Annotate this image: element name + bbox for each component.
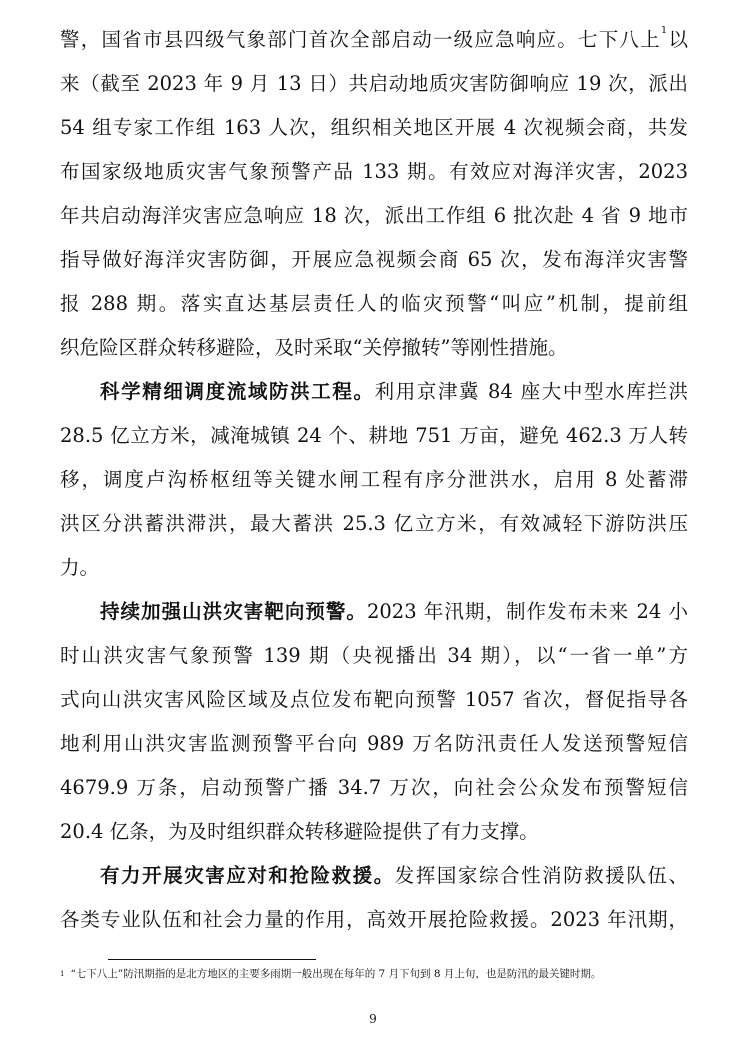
body-line: 各类专业队伍和社会力量的作用，高效开展抢险救援。2023 年汛期， (60, 908, 688, 931)
body-line: 警，国省市县四级气象部门首次全部启动一级应急响应。七下八上$^1$以 (60, 26, 688, 51)
body-line: 移，调度卢沟桥枢纽等关键水闸工程有序分泄洪水，启用 8 处蓄滞 (60, 468, 688, 491)
body-line: 28.5 亿立方米，减淹城镇 24 个、耕地 751 万亩，避免 462.3 万人转 (60, 424, 688, 447)
body-line: 来（截至 2023 年 9 月 13 日）共启动地质灾害防御响应 19 次，派出 (60, 72, 688, 95)
paragraph-first-line: 科学精细调度流域防洪工程。利用京津冀 84 座大中型水库拦洪 (100, 380, 688, 403)
body-line: 洪区分洪蓄洪滞洪，最大蓄洪 25.3 亿立方米，有效减轻下游防洪压 (60, 512, 688, 535)
body-line: 力。 (60, 556, 100, 579)
body-line: 指导做好海洋灾害防御，开展应急视频会商 65 次，发布海洋灾害警 (60, 248, 688, 271)
footnote-text: “七下八上”防汛期指的是北方地区的主要多雨期一般出现在每年的 7 月下旬到 8 月上旬，也是防汛的最关键时期。 (70, 968, 602, 980)
page-number: 9 (369, 1012, 377, 1026)
body-line: 20.4 亿条，为及时组织群众转移避险提供了有力支撑。 (60, 820, 539, 843)
paragraph-heading: 有力开展灾害应对和抢险救援。 (100, 864, 395, 887)
body-line: 式向山洪灾害风险区域及点位发布靶向预警 1057 省次，督促指导各 (60, 688, 688, 711)
footnote-mark: 1 (60, 970, 65, 978)
body-line: 布国家级地质灾害气象预警产品 133 期。有效应对海洋灾害，2023 (60, 160, 688, 183)
body-line: 报 288 期。落实直达基层责任人的临灾预警“叫应”机制，提前组 (60, 292, 688, 315)
paragraph-first-line: 有力开展灾害应对和抢险救援。发挥国家综合性消防救援队伍、 (100, 864, 688, 887)
body-line: 4679.9 万条，启动预警广播 34.7 万次，向社会公众发布预警短信 (60, 776, 688, 799)
body-line: 54 组专家工作组 163 人次，组织相关地区开展 4 次视频会商，共发 (60, 116, 688, 139)
footnote-reference[interactable]: 1 (660, 26, 668, 36)
footnote-divider (108, 959, 316, 960)
footnote (60, 966, 700, 982)
body-line: 地利用山洪灾害监测预警平台向 989 万名防汛责任人发送预警短信 (60, 732, 688, 755)
body-line: 织危险区群众转移避险，及时采取“关停撤转”等刚性措施。 (60, 336, 568, 359)
paragraph-first-line: 持续加强山洪灾害靶向预警。2023 年汛期，制作发布未来 24 小 (100, 600, 688, 623)
paragraph-heading: 科学精细调度流域防洪工程。 (100, 380, 375, 403)
body-line: 时山洪灾害气象预警 139 期（央视播出 34 期），以“一省一单”方 (60, 644, 688, 667)
body-line: 年共启动海洋灾害应急响应 18 次，派出工作组 6 批次赴 4 省 9 地市 (60, 204, 688, 227)
paragraph-heading: 持续加强山洪灾害靶向预警。 (100, 600, 367, 623)
